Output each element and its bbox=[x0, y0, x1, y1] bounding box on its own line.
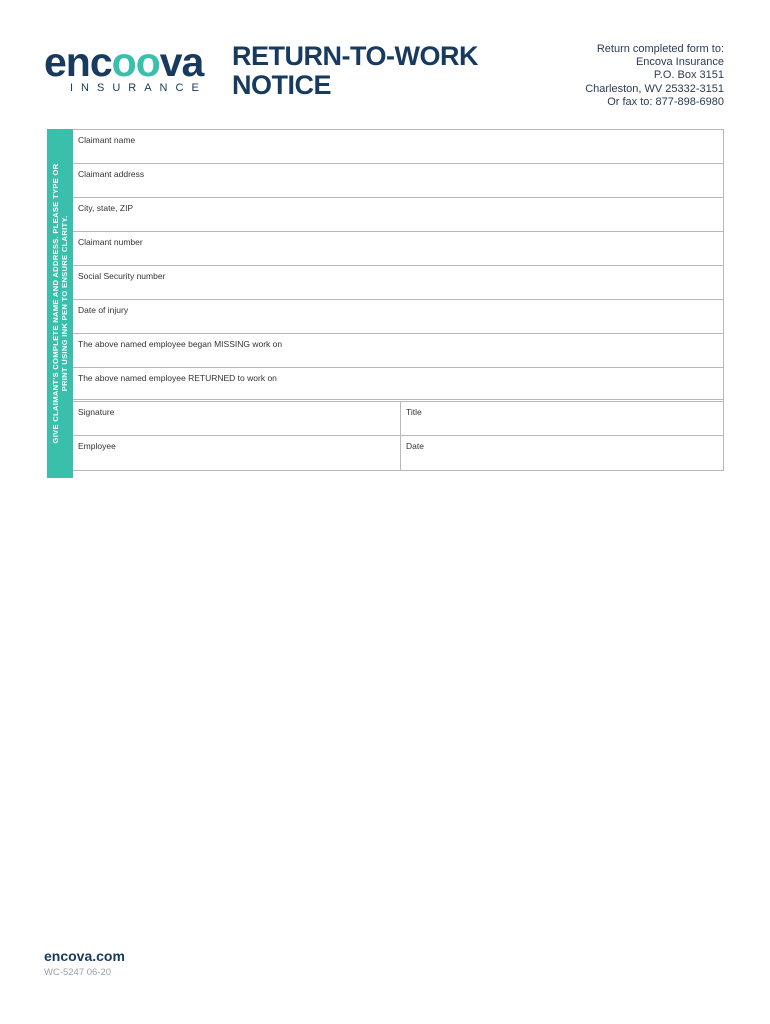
return-address-block bbox=[585, 43, 724, 109]
date-field[interactable] bbox=[401, 436, 723, 470]
began-missing-label: The above named employee began MISSING work on bbox=[78, 339, 283, 349]
title-line-1: RETURN-TO-WORK bbox=[232, 41, 478, 71]
claimant-number-label: Claimant number bbox=[78, 237, 143, 247]
claimant-number-field[interactable] bbox=[73, 232, 723, 266]
began-missing-field[interactable] bbox=[73, 334, 723, 368]
signature-label: Signature bbox=[78, 407, 115, 417]
returned-label: The above named employee RETURNED to work on bbox=[78, 373, 277, 383]
page-title bbox=[232, 42, 478, 100]
title-label: Title bbox=[406, 407, 422, 417]
employee-label: Employee bbox=[78, 441, 116, 451]
employee-date-row bbox=[73, 436, 723, 470]
date-of-injury-label: Date of injury bbox=[78, 305, 129, 315]
date-label: Date bbox=[406, 441, 424, 451]
return-line-3: P.O. Box 3151 bbox=[653, 69, 724, 82]
title-line-2: NOTICE bbox=[232, 70, 332, 100]
claimant-address-field[interactable] bbox=[73, 164, 723, 198]
claimant-name-label: Claimant name bbox=[78, 135, 136, 145]
claimant-form bbox=[73, 129, 724, 471]
return-line-2: Encova Insurance bbox=[635, 56, 724, 69]
instruction-line-2: PRINT USING INK PEN TO ENSURE CLARITY. bbox=[60, 215, 69, 392]
logo-wordmark: encoova bbox=[44, 39, 204, 85]
city-state-zip-label: City, state, ZIP bbox=[78, 203, 134, 213]
returned-field[interactable] bbox=[73, 368, 723, 402]
logo-subtitle: INSURANCE bbox=[70, 82, 207, 94]
employee-field[interactable] bbox=[73, 436, 401, 470]
ssn-field[interactable] bbox=[73, 266, 723, 300]
footer-website: encova.com bbox=[44, 948, 125, 964]
return-line-4: Charleston, WV 25332-3151 bbox=[585, 82, 724, 95]
city-state-zip-field[interactable] bbox=[73, 198, 723, 232]
date-of-injury-field[interactable] bbox=[73, 300, 723, 334]
title-field[interactable] bbox=[401, 402, 723, 435]
footer-form-code: WC-5247 06-20 bbox=[44, 967, 112, 978]
instruction-sidebar-text bbox=[47, 129, 73, 478]
signature-field[interactable] bbox=[73, 402, 401, 435]
claimant-name-field[interactable] bbox=[73, 130, 723, 164]
ssn-label: Social Security number bbox=[78, 271, 166, 281]
encova-logo bbox=[44, 38, 214, 100]
instruction-line-1: GIVE CLAIMANT'S COMPLETE NAME AND ADDRESS. PLEASE TYPE OR bbox=[51, 163, 60, 444]
return-line-5: Or fax to: 877-898-6980 bbox=[607, 95, 724, 108]
claimant-address-label: Claimant address bbox=[78, 169, 145, 179]
return-line-1: Return completed form to: bbox=[596, 43, 724, 55]
signature-title-row bbox=[73, 402, 723, 436]
